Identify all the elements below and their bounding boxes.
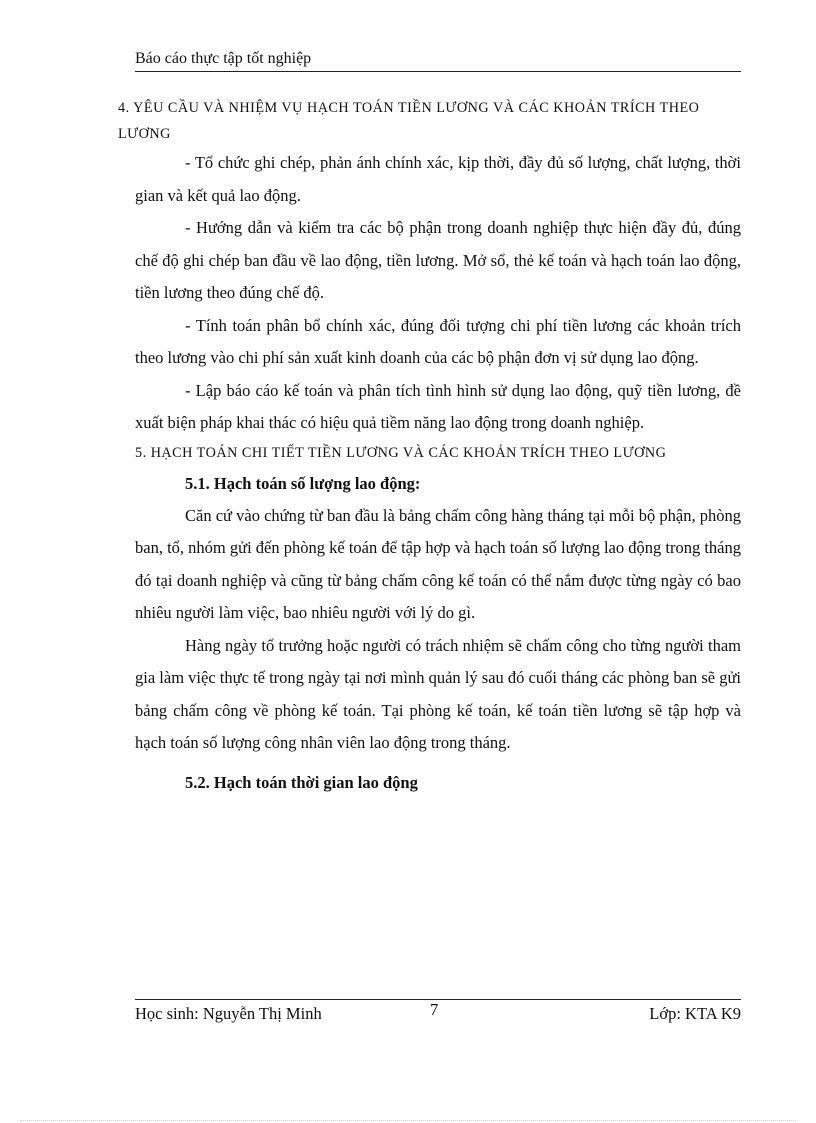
section-4-item: - Tính toán phân bổ chính xác, đúng đối tượng chi phí tiền lương các khoản trích theo lương vào chi phí sản xuất kinh doanh của các bộ phận đơn vị sử dụng lao động.	[135, 315, 741, 367]
page-bottom-divider	[20, 1120, 796, 1121]
section-4-heading: 4. YÊU CẦU VÀ NHIỆM VỤ HẠCH TOÁN TIỀN LƯƠNG VÀ CÁC KHOẢN TRÍCH THEO LƯƠNG	[118, 100, 700, 142]
report-title: Báo cáo thực tập tốt nghiệp	[135, 50, 312, 67]
subsection-5-1-title: 5.1. Hạch toán số lượng lao động:	[185, 473, 421, 493]
document-body	[118, 90, 741, 799]
footer-student-name: Học sinh: Nguyễn Thị Minh	[135, 1004, 322, 1023]
subsection-5-1-paragraph: Hàng ngày tổ trưởng hoặc người có trách nhiệm sẽ chấm công cho từng người tham gia làm việc thực tế trong ngày tại nơi mình quản lý sau đó cuối tháng các phòng ban sẽ gửi bảng chấm công về phòng kế toán. Tại phòng kế toán, kế toán tiền lương sẽ tập hợp và hạch toán số lượng công nhân viên lao động trong tháng.	[135, 635, 741, 752]
page-footer	[135, 999, 741, 1028]
subsection-5-1-paragraph: Căn cứ vào chứng từ ban đầu là bảng chấm công hàng tháng tại mỗi bộ phận, phòng ban, tổ, nhóm gửi đến phòng kế toán để tập hợp và hạch toán số lượng lao động trong tháng đó tại doanh nghiệp và cũng từ bảng chấm công kế toán có thể nắm được từng ngày có bao nhiêu người làm việc, bao nhiêu người với lý do gì.	[135, 505, 741, 622]
page-header	[135, 48, 741, 72]
section-4-item: - Lập báo cáo kế toán và phân tích tình hình sử dụng lao động, quỹ tiền lương, đề xuất biện pháp khai thác có hiệu quả tiềm năng lao động trong doanh nghiệp.	[135, 380, 741, 432]
footer-page-number: 7	[430, 1000, 439, 1019]
section-4-item: - Tổ chức ghi chép, phản ánh chính xác, kịp thời, đầy đủ số lượng, chất lượng, thời gian và kết quả lao động.	[135, 153, 741, 205]
subsection-5-2-title: 5.2. Hạch toán thời gian lao động	[185, 772, 418, 792]
footer-class-name: Lớp: KTA K9	[649, 1004, 741, 1023]
section-5-heading: 5. HẠCH TOÁN CHI TIẾT TIỀN LƯƠNG VÀ CÁC KHOẢN TRÍCH THEO LƯƠNG	[135, 444, 667, 461]
section-4-item: - Hướng dẫn và kiểm tra các bộ phận trong doanh nghiệp thực hiện đầy đủ, đúng chế độ ghi chép ban đầu về lao động, tiền lương. Mở sổ, thẻ kế toán và hạch toán lao động, tiền lương theo đúng chế độ.	[135, 218, 741, 302]
